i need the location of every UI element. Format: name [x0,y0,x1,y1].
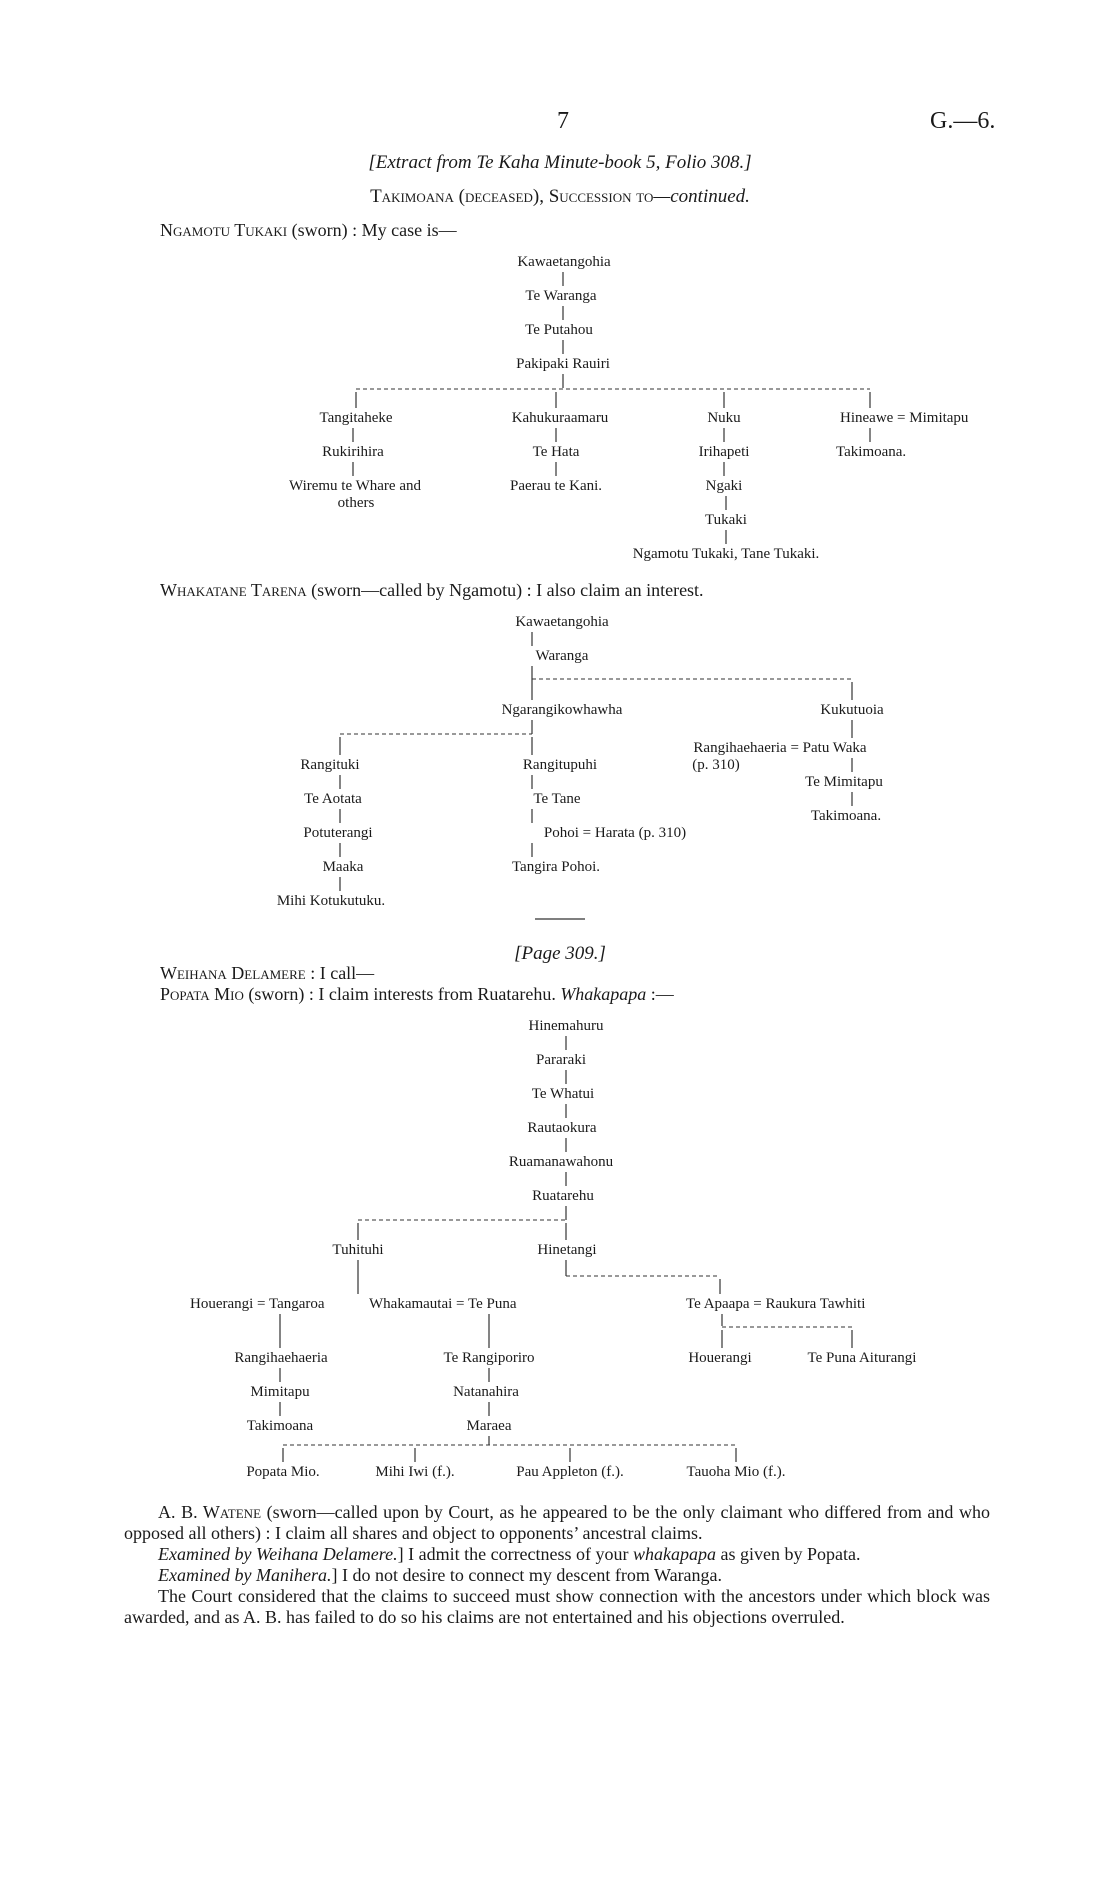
genealogy-person: Rukirihira [322,444,384,460]
genealogy-person: Potuterangi [303,825,373,841]
extract-subtitle: Takimoana (deceased), Succession to—continued. [370,186,750,207]
genealogy-person: Takimoana. [810,808,882,824]
genealogy-person: Ruamanawahonu [508,1154,614,1170]
genealogy-person: Natanahira [453,1384,519,1400]
genealogy-person: Whakamautai = Te Puna [369,1296,517,1312]
genealogy-person: Maaka [322,859,364,875]
genealogy-person: Mimitapu [250,1384,310,1400]
genealogy-person: Te Rangiporiro [443,1350,535,1366]
genealogy-person: others [337,495,375,511]
closing-text [124,1502,990,1628]
genealogy-person: Te Hata [532,444,580,460]
section1-intro: Ngamotu Tukaki (sworn) : My case is— [160,220,457,240]
genealogy-person: Mihi Kotukutuku. [276,893,386,909]
genealogy-person: Ngamotu Tukaki, Tane Tukaki. [632,546,820,562]
genealogy-person: Tukaki [705,512,747,528]
genealogy-person: Te Aotata [304,791,362,807]
genealogy-person: Paerau te Kani. [509,478,603,494]
genealogy-person: Pararaki [536,1052,586,1068]
examination-delamere: Examined by Weihana Delamere.] I admit the correctness of your whakapapa as given by Popata. [158,1544,861,1564]
genealogy-person: Pohoi = Harata (p. 310) [543,825,687,841]
genealogy-person: Kawaetangohia [517,254,611,270]
genealogy-person: Ruatarehu [532,1188,594,1204]
genealogy-person: (p. 310) [692,757,740,773]
genealogy-person: Rangihaehaeria [234,1350,328,1366]
genealogy-person: Te Puna Aiturangi [807,1350,917,1366]
genealogy-person: Rangihaehaeria = Patu Waka [693,740,867,756]
watene-statement: A. B. Watene (sworn—called upon by Court, as he appeared to be the only claimant who differed from and who opposed all others) : I claim all shares and object to opponents’ ancestral claims. [124,1502,991,1543]
examination-manihera: Examined by Manihera.] I do not desire to connect my descent from Waranga. [158,1565,723,1585]
speaker-name: Popata Mio [160,984,244,1004]
page-reference: [Page 309.] [514,943,606,964]
genealogy-person: Mihi Iwi (f.). [375,1464,455,1480]
genealogy-person: Takimoana. [836,444,907,460]
section3-intro-2: Popata Mio (sworn) : I claim interests from Ruatarehu. Whakapapa :— [160,984,674,1004]
genealogy-person: Tuhituhi [332,1242,384,1258]
genealogy-person: Ngaki [705,478,743,494]
speaker-name: Ngamotu Tukaki [160,220,288,240]
genealogy-person: Tauoha Mio (f.). [686,1464,786,1480]
genealogy-person: Nuku [707,410,741,426]
genealogy-person: Kahukuraamaru [511,410,609,426]
genealogy-person: Te Mimitapu [805,774,883,790]
genealogy-person: Tangira Pohoi. [511,859,601,875]
genealogy-person: Pau Appleton (f.). [516,1464,624,1480]
genealogy-person: Hinemahuru [528,1018,604,1034]
section3-intro-1: Weihana Delamere : I call— [160,963,375,983]
genealogy-person: Rautaokura [527,1120,597,1136]
page-number: 7 [557,108,569,134]
genealogy-person: Waranga [535,648,589,664]
section2-intro: Whakatane Tarena (sworn—called by Ngamotu) : I also claim an interest. [160,580,704,600]
genealogy-person: Rangituki [300,757,360,773]
genealogy-person: Pakipaki Rauiri [516,356,610,372]
genealogy-person: Rangitupuhi [522,757,598,773]
genealogy-person: Takimoana [246,1418,314,1434]
genealogy-person: Te Putahou [525,322,593,338]
genealogy-person: Tangitaheke [319,410,393,426]
genealogy-person: Wiremu te Whare and [289,478,421,494]
document-reference: G.—6. [930,108,996,134]
genealogy-person: Popata Mio. [246,1464,320,1480]
genealogy-person: Irihapeti [698,444,750,460]
genealogy-person: Houerangi = Tangaroa [190,1296,325,1312]
genealogy-person: Kukutuoia [820,702,884,718]
genealogy-person: Hineawe = Mimitapu [840,410,969,426]
genealogy-person: Houerangi [688,1350,752,1366]
speaker-name: Weihana Delamere [160,963,306,983]
genealogy-person: Hinetangi [537,1242,597,1258]
genealogy-person: Te Apaapa = Raukura Tawhiti [686,1296,866,1312]
genealogy-person: Maraea [466,1418,512,1434]
genealogy-person: Te Whatui [531,1086,595,1102]
genealogy-person: Ngarangikowhawha [501,702,623,718]
genealogy-person: Te Waranga [525,288,597,304]
extract-title: [Extract from Te Kaha Minute-book 5, Folio 308.] [368,152,752,173]
genealogy-person: Kawaetangohia [515,614,609,630]
genealogy-person: Te Tane [533,791,581,807]
court-decision: The Court considered that the claims to succeed must show connection with the ancestors under which block was awarded, and as A. B. has failed to do so his claims are not entertained and his objections overruled. [124,1586,990,1627]
speaker-name: Whakatane Tarena [160,580,307,600]
